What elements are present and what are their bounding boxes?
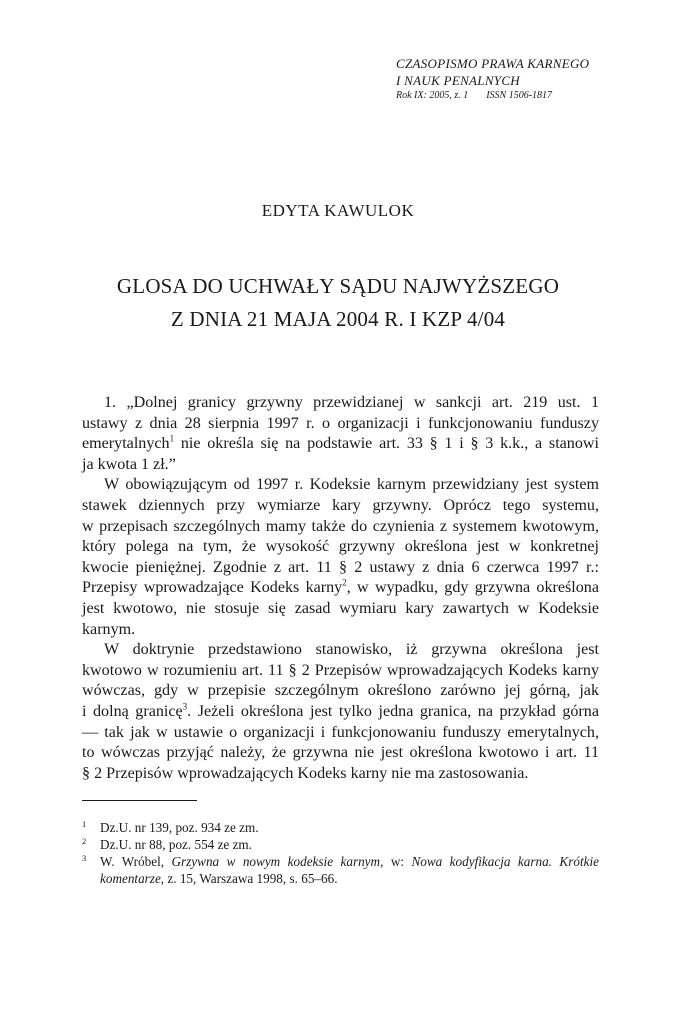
text-line: wówczas, gdy w przepisie szczególnym określono zarówno jej górną, jak — [82, 682, 599, 700]
text-line: ustawy z dnia 28 sierpnia 1997 r. o organizacji i funkcjonowaniu funduszy — [82, 414, 599, 432]
footnotes — [82, 819, 599, 887]
text-line: w przepisach szczególnych mamy także do czynienia z systemem kwotowym, — [82, 517, 599, 535]
text-line: i dolną granicę$^3$. Jeżeli określona jest tylko jedna granica, na przykład górna — [82, 701, 599, 720]
footnote-number: 2 — [82, 836, 87, 846]
text-line: W obowiązującym od 1997 r. Kodeksie karnym przewidziany jest system — [104, 476, 599, 494]
footnote-text: W. Wróbel, Grzywna w nowym kodeksie karnym, w: Nowa kodyfikacja karna. Krótkie — [100, 854, 599, 869]
footnote-number: 3 — [82, 853, 87, 863]
text-line: kwocie pieniężnej. Zgodnie z art. 11 § 2 ustawy z dnia 6 czerwca 1997 r.: — [82, 558, 599, 576]
footnote-text: Dz.U. nr 139, poz. 934 ze zm. — [100, 820, 259, 835]
footnote-ref-3[interactable]: 3 — [182, 701, 188, 712]
journal-issue-info — [396, 89, 656, 103]
text-line: emerytalnych$^1$ nie określa się na podstawie art. 33 § 1 i § 3 k.k., a stanowi — [82, 433, 599, 453]
text-line: to wówczas przyjąć należy, że grzywna nie jest określona kwotowo i art. 11 — [82, 744, 599, 762]
journal-header — [396, 55, 656, 103]
paragraph-3 — [82, 640, 599, 784]
text-line: jest kwotowo, nie stosuje się zasad wymiaru kary zawartych w Kodeksie — [82, 599, 599, 617]
paragraph-1 — [82, 393, 599, 475]
text-line: karnym. — [82, 620, 136, 638]
journal-title-line1: CZASOPISMO PRAWA KARNEGO — [396, 56, 590, 71]
issn: ISSN 1506-1817 — [486, 90, 553, 101]
footnote-3 — [82, 853, 599, 887]
text-line: Przepisy wprowadzające Kodeks karny$^2$, w wypadku, gdy grzywna określona — [82, 577, 599, 597]
text-line: W doktrynie przedstawiono stanowisko, iż grzywna określona jest — [104, 641, 599, 659]
footnote-divider — [82, 800, 197, 801]
article-title — [0, 270, 676, 336]
footnote-1 — [82, 819, 599, 836]
footnote-text: Dz.U. nr 88, poz. 554 ze zm. — [100, 837, 252, 852]
title-line-2: Z DNIA 21 MAJA 2004 R. I KZP 4/04 — [170, 307, 506, 331]
footnote-ref-2[interactable]: 2 — [342, 577, 347, 588]
text-line: 1. „Dolnej granicy grzywny przewidzianej w sankcji art. 219 ust. 1 — [104, 394, 599, 411]
text-line: § 2 Przepisów wprowadzających Kodeks karny nie ma zastosowania. — [82, 764, 529, 782]
text-line: który polega na tym, że wysokość grzywny określona jest w konkretnej — [82, 538, 599, 556]
footnote-2 — [82, 836, 599, 853]
journal-title-line2: I NAUK PENALNYCH — [396, 73, 520, 88]
footnote-ref-1[interactable]: 1 — [169, 433, 175, 444]
paragraph-2 — [82, 475, 599, 640]
article-body — [82, 393, 599, 784]
issue-number: Rok IX: 2005, z. 1 — [396, 90, 469, 101]
text-line: — tak jak w ustawie o organizacji i funkcjonowaniu funduszy emerytalnych, — [82, 723, 599, 741]
text-line: stawek dziennych przy wymiarze kary grzywny. Oprócz tego systemu, — [82, 496, 599, 514]
title-line-1: GLOSA DO UCHWAŁY SĄDU NAJWYŻSZEGO — [116, 274, 560, 298]
footnote-text: komentarze, z. 15, Warszawa 1998, s. 65–66. — [100, 871, 338, 886]
footnote-number: 1 — [82, 819, 87, 829]
author-name: EDYTA KAWULOK — [261, 201, 415, 220]
text-line: ja kwota 1 zł.” — [82, 455, 176, 473]
text-line: kwotowo w rozumieniu art. 11 § 2 Przepisów wprowadzających Kodeks karny — [82, 661, 599, 679]
